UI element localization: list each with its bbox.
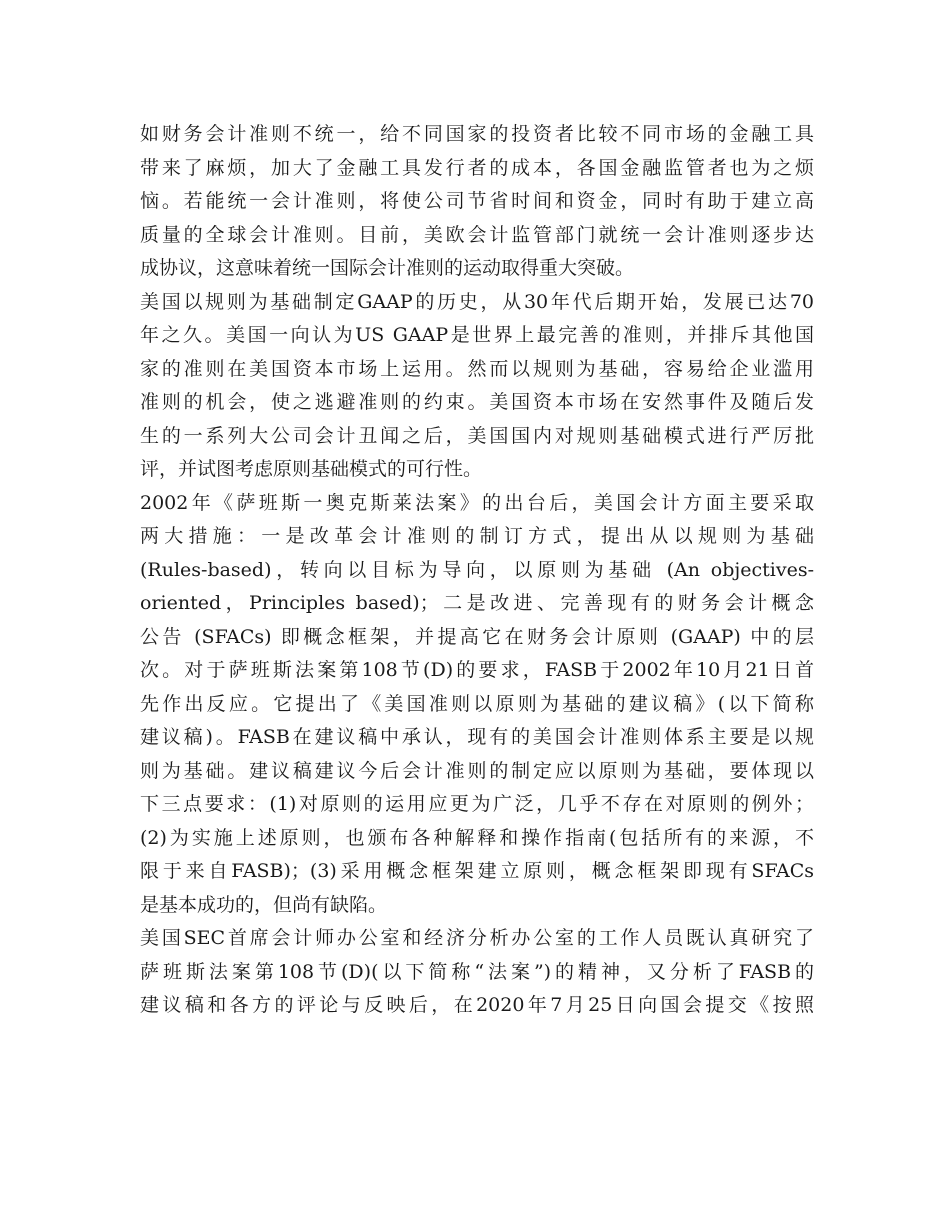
text-line: 年之久。美国一向认为US GAAP是世界上最完善的准则，并排斥其他国 bbox=[140, 324, 814, 346]
text-line: 则为基础。建议稿建议今后会计准则的制定应以原则为基础，要体现以 bbox=[140, 759, 814, 782]
text-line: 建议稿)。FASB在建议稿中承认，现有的美国会计准则体系主要是以规 bbox=[140, 726, 814, 748]
document-body bbox=[140, 118, 814, 1023]
text-line: 是基本成功的，但尚有缺陷。 bbox=[140, 893, 388, 916]
text-line: oriented，Principles based)；二是改进、完善现有的财务会计概念 bbox=[140, 592, 814, 614]
text-line: 建议稿和各方的评论与反映后，在2020年7月25日向国会提交《按照 bbox=[140, 994, 814, 1016]
text-line: 如财务会计准则不统一，给不同国家的投资者比较不同市场的金融工具 bbox=[140, 123, 814, 145]
text-line: 成协议，这意味着统一国际会计准则的运动取得重大突破。 bbox=[140, 257, 635, 279]
text-line: 2002年《萨班斯一奥克斯莱法案》的出台后，美国会计方面主要采取 bbox=[140, 491, 814, 514]
text-line: 下三点要求：(1)对原则的运用应更为广泛，几乎不存在对原则的例外； bbox=[140, 793, 814, 815]
text-line: 生的一系列大公司会计丑闻之后，美国国内对规则基础模式进行严厉批 bbox=[140, 424, 814, 447]
text-line: 美国以规则为基础制定GAAP的历史，从30年代后期开始，发展已达70 bbox=[140, 290, 814, 313]
text-line: 美国SEC首席会计师办公室和经济分析办公室的工作人员既认真研究了 bbox=[140, 927, 814, 949]
text-line: 恼。若能统一会计准则，将使公司节省时间和资金，同时有助于建立高 bbox=[140, 190, 814, 212]
text-line: 萨班斯法案第108节(D)(以下简称“法案”)的精神，又分析了FASB的 bbox=[140, 960, 814, 983]
text-line: 次。对于萨班斯法案第108节(D)的要求，FASB于2002年10月21日首 bbox=[140, 659, 814, 681]
text-line: 带来了麻烦，加大了金融工具发行者的成本，各国金融监管者也为之烦 bbox=[140, 156, 814, 179]
text-line: 评，并试图考虑原则基础模式的可行性。 bbox=[140, 458, 483, 480]
text-line: 两大措施：一是改革会计准则的制订方式，提出从以规则为基础 bbox=[140, 525, 814, 547]
text-line: 准则的机会，使之逃避准则的约束。美国资本市场在安然事件及随后发 bbox=[140, 391, 814, 413]
text-line: 公告 (SFACs) 即概念框架，并提高它在财务会计原则 (GAAP) 中的层 bbox=[140, 625, 814, 648]
text-line: (2)为实施上述原则，也颁布各种解释和操作指南(包括所有的来源，不 bbox=[140, 826, 814, 849]
text-line: 家的准则在美国资本市场上运用。然而以规则为基础，容易给企业滥用 bbox=[140, 357, 814, 380]
text-line: 限于来自FASB)；(3)采用概念框架建立原则，概念框架即现有SFACs bbox=[140, 860, 814, 882]
text-line: 质量的全球会计准则。目前，美欧会计监管部门就统一会计准则逐步达 bbox=[140, 223, 814, 246]
text-line: 先作出反应。它提出了《美国准则以原则为基础的建议稿》(以下简称 bbox=[140, 692, 814, 715]
text-line: (Rules-based)，转向以目标为导向，以原则为基础 (An objectives- bbox=[140, 558, 814, 581]
